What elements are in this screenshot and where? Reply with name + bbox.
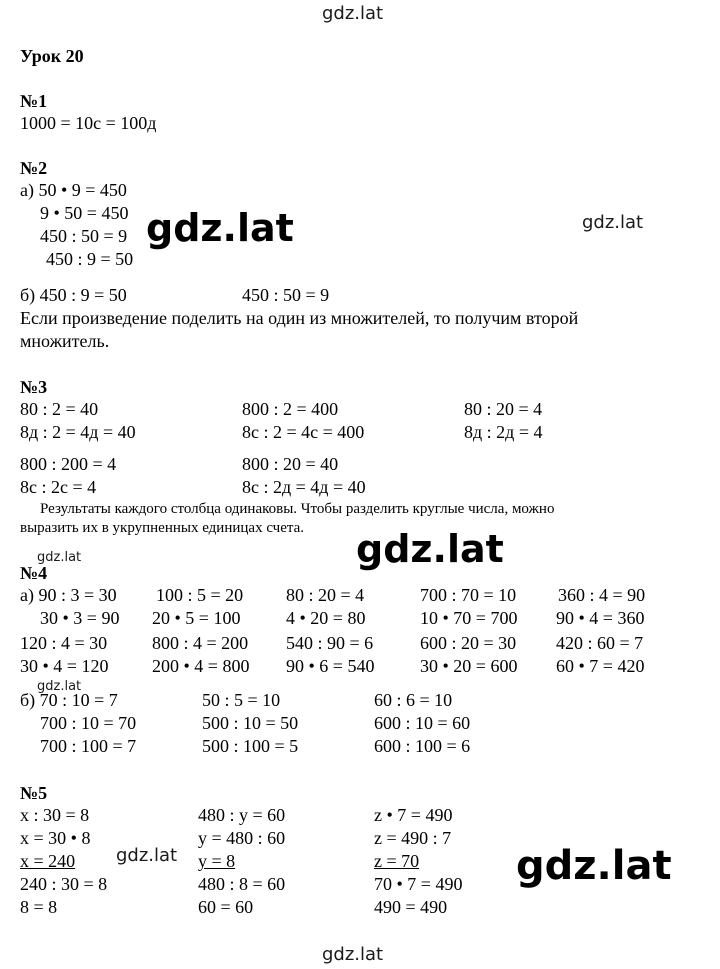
ex2-heading: №2 bbox=[20, 158, 48, 178]
watermark-large-3: gdz.lat bbox=[516, 843, 672, 889]
ex1-heading: №1 bbox=[20, 91, 48, 111]
watermark-mid: gdz.lat bbox=[116, 845, 178, 866]
ex5-line: z • 7 = 490 bbox=[374, 805, 453, 825]
ex3-cell: 800 : 20 = 40 bbox=[242, 454, 339, 474]
ex4-b-cell: 60 : 6 = 10 bbox=[374, 690, 453, 710]
ex4-b-cell: 700 : 10 = 70 bbox=[40, 713, 137, 733]
ex5-line: 480 : у = 60 bbox=[198, 805, 286, 825]
lesson-title: Урок 20 bbox=[20, 46, 84, 66]
ex4-cell: 200 • 4 = 800 bbox=[152, 656, 250, 676]
ex3-note: выразить их в укрупненных единицах счета. bbox=[20, 520, 305, 536]
ex4-b-cell: 500 : 10 = 50 bbox=[202, 713, 299, 733]
ex4-cell: 60 • 7 = 420 bbox=[556, 656, 645, 676]
ex5-heading: №5 bbox=[20, 783, 48, 803]
ex4-cell: а) 90 : 3 = 30 bbox=[20, 585, 117, 605]
ex4-b-cell: 50 : 5 = 10 bbox=[202, 690, 281, 710]
ex4-b-cell: 500 : 100 = 5 bbox=[202, 736, 299, 756]
ex5-line: 70 • 7 = 490 bbox=[374, 874, 463, 894]
ex3-cell: 800 : 200 = 4 bbox=[20, 454, 117, 474]
watermark-large-1: gdz.lat bbox=[146, 206, 294, 250]
ex4-cell: 90 • 6 = 540 bbox=[286, 656, 375, 676]
ex2-b-line: 450 : 50 = 9 bbox=[242, 285, 330, 305]
ex2-conclusion: Если произведение поделить на один из множителей, то получим второй bbox=[20, 308, 579, 328]
watermark-large-2: gdz.lat bbox=[356, 527, 504, 571]
ex5-answer: х = 240 bbox=[20, 851, 76, 871]
ex4-b-cell: 600 : 10 = 60 bbox=[374, 713, 471, 733]
ex4-cell: 120 : 4 = 30 bbox=[20, 633, 108, 653]
ex2-a-line: 9 • 50 = 450 bbox=[40, 203, 129, 223]
ex4-cell: 540 : 90 = 6 bbox=[286, 633, 374, 653]
ex2-a-line: а) 50 • 9 = 450 bbox=[20, 180, 127, 200]
ex4-b-cell: б) 70 : 10 = 7 bbox=[20, 690, 118, 710]
ex3-cell: 8с : 2д = 4д = 40 bbox=[242, 477, 366, 497]
ex5-line: 240 : 30 = 8 bbox=[20, 874, 108, 894]
ex4-cell: 20 • 5 = 100 bbox=[152, 608, 241, 628]
ex3-note: Результаты каждого столбца одинаковы. Чтобы разделить круглые числа, можно bbox=[40, 501, 555, 517]
ex4-cell: 4 • 20 = 80 bbox=[286, 608, 366, 628]
ex4-cell: 80 : 20 = 4 bbox=[286, 585, 365, 605]
ex4-cell: 600 : 20 = 30 bbox=[420, 633, 517, 653]
ex5-line: 490 = 490 bbox=[374, 897, 448, 917]
ex4-b-cell: 700 : 100 = 7 bbox=[40, 736, 137, 756]
ex4-cell: 800 : 4 = 200 bbox=[152, 633, 249, 653]
ex3-cell: 800 : 2 = 400 bbox=[242, 399, 339, 419]
ex3-cell: 80 : 2 = 40 bbox=[20, 399, 99, 419]
ex5-answer: z = 70 bbox=[374, 851, 420, 871]
ex5-line: х : 30 = 8 bbox=[20, 805, 90, 825]
ex3-cell: 80 : 20 = 4 bbox=[464, 399, 543, 419]
ex5-line: z = 490 : 7 bbox=[374, 828, 452, 848]
ex3-cell: 8с : 2 = 4с = 400 bbox=[242, 422, 365, 442]
watermark-small-1: gdz.lat bbox=[37, 550, 82, 565]
watermark-bottom: gdz.lat bbox=[322, 944, 384, 965]
watermark-top: gdz.lat bbox=[322, 3, 384, 24]
ex5-line: 60 = 60 bbox=[198, 897, 254, 917]
ex4-b-cell: 600 : 100 = 6 bbox=[374, 736, 471, 756]
watermark-small-2: gdz.lat bbox=[37, 679, 82, 694]
ex4-cell: 100 : 5 = 20 bbox=[156, 585, 244, 605]
ex3-cell: 8с : 2с = 4 bbox=[20, 477, 97, 497]
ex4-cell: 360 : 4 = 90 bbox=[558, 585, 646, 605]
ex4-cell: 30 • 3 = 90 bbox=[40, 608, 120, 628]
ex5-line: х = 30 • 8 bbox=[20, 828, 91, 848]
ex4-cell: 700 : 70 = 10 bbox=[420, 585, 517, 605]
ex3-heading: №3 bbox=[20, 377, 48, 397]
ex2-a-line: 450 : 50 = 9 bbox=[40, 226, 128, 246]
ex4-cell: 30 • 20 = 600 bbox=[420, 656, 518, 676]
ex4-cell: 90 • 4 = 360 bbox=[556, 608, 645, 628]
ex5-line: 480 : 8 = 60 bbox=[198, 874, 286, 894]
ex4-cell: 10 • 70 = 700 bbox=[420, 608, 518, 628]
ex5-line: 8 = 8 bbox=[20, 897, 58, 917]
ex5-line: у = 480 : 60 bbox=[198, 828, 286, 848]
ex2-conclusion: множитель. bbox=[20, 331, 110, 351]
ex4-cell: 30 • 4 = 120 bbox=[20, 656, 109, 676]
watermark-right: gdz.lat bbox=[582, 212, 644, 233]
ex4-heading: №4 bbox=[20, 563, 48, 583]
ex4-cell: 420 : 60 = 7 bbox=[556, 633, 644, 653]
ex5-answer: у = 8 bbox=[198, 851, 236, 871]
ex1-line: 1000 = 10с = 100д bbox=[20, 113, 157, 133]
ex3-cell: 8д : 2д = 4 bbox=[464, 422, 543, 442]
ex2-a-line: 450 : 9 = 50 bbox=[46, 249, 134, 269]
ex3-cell: 8д : 2 = 4д = 40 bbox=[20, 422, 136, 442]
ex2-b-line: б) 450 : 9 = 50 bbox=[20, 285, 127, 305]
